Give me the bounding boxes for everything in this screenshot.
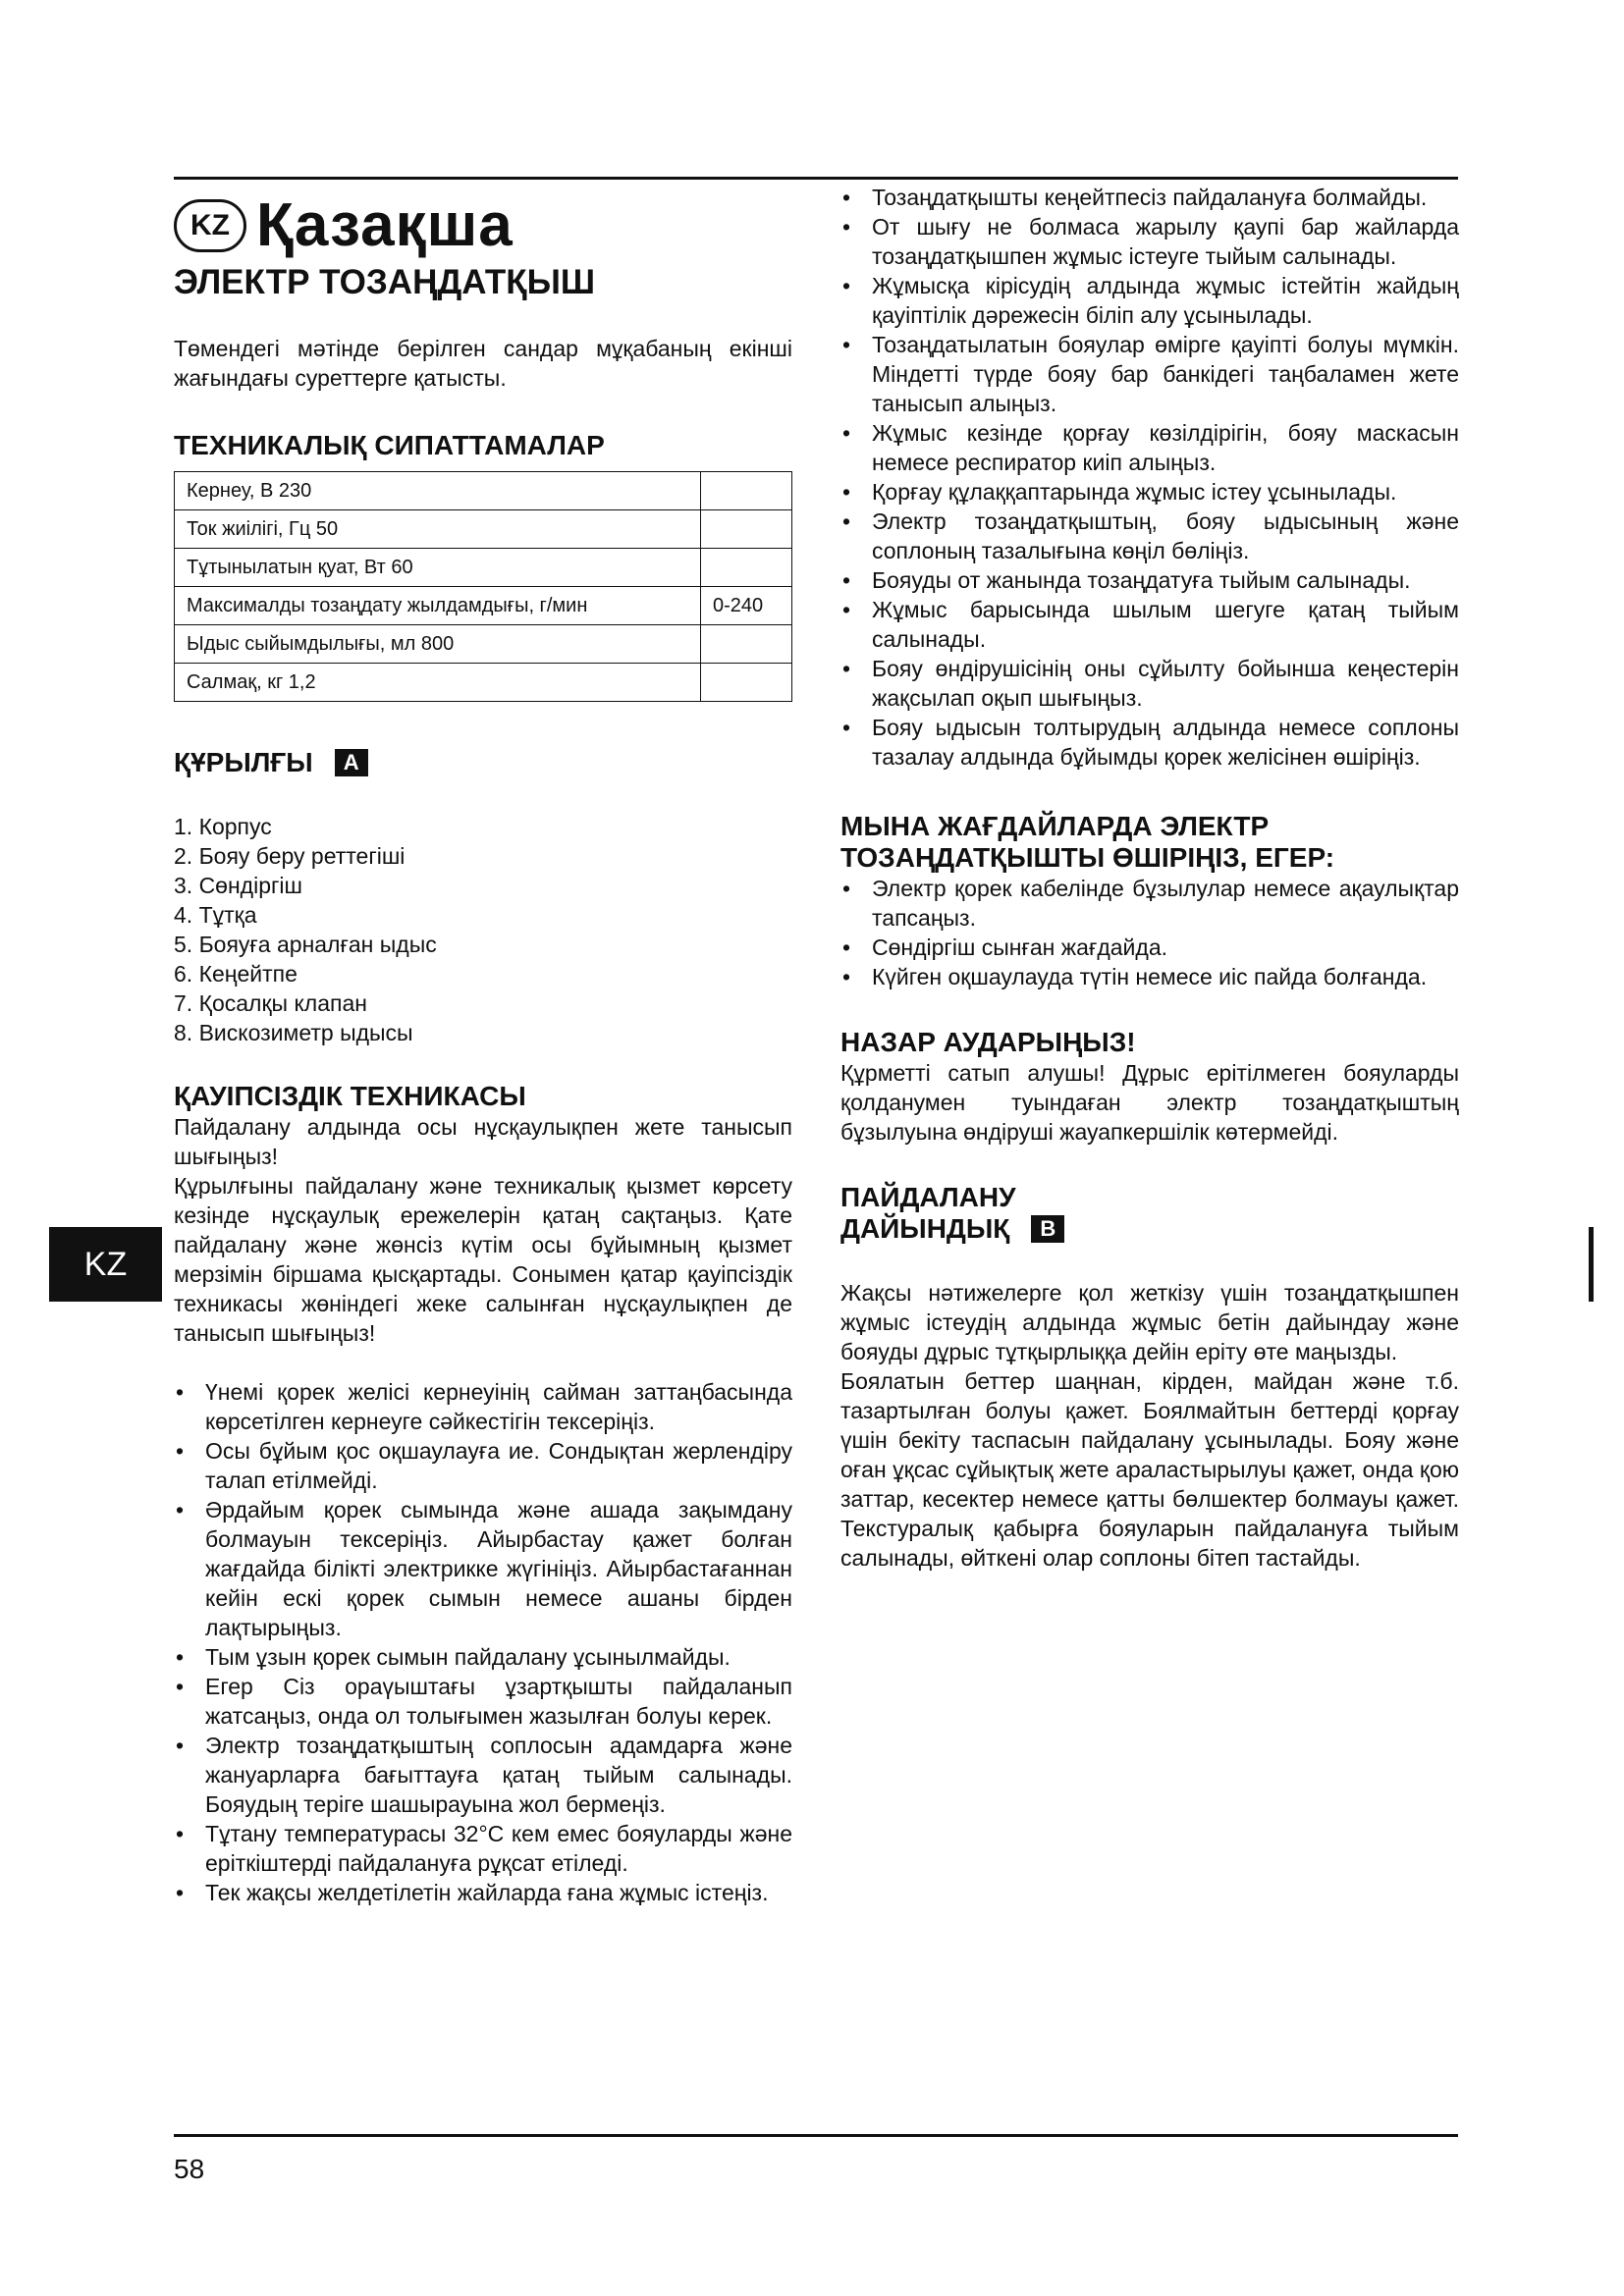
spec-value (701, 625, 792, 664)
specs-row (175, 587, 792, 625)
document-title: ЭЛЕКТР ТОЗАҢДАТҚЫШ (174, 263, 596, 301)
safety-list-continued (840, 183, 1459, 772)
spec-label: Тұтынылатын қуат, Вт 60 (175, 549, 701, 587)
usage-heading-line2-row (840, 1213, 1459, 1245)
spec-value (701, 549, 792, 587)
device-heading-text: ҚҰРЫЛҒЫ (174, 747, 313, 777)
device-part-item: 8. Вискозиметр ыдысы (174, 1020, 413, 1045)
language-header (174, 191, 792, 259)
device-part-item: 7. Қосалқы клапан (174, 990, 367, 1016)
language-badge: KZ (174, 199, 246, 252)
switch-off-list (840, 874, 1459, 991)
safety-list (174, 1377, 792, 1907)
spec-label: Кернеу, В 230 (175, 472, 701, 510)
safety-para-1: Пайдалану алдында осы нұсқаулықпен жете танысып шығыңыз! (174, 1114, 792, 1169)
spec-label: Салмақ, кг 1,2 (175, 664, 701, 702)
figure-a-badge: A (335, 749, 368, 776)
bottom-rule (174, 2134, 1458, 2137)
safety-rule-item: • Қорғау құлаққаптарында жұмыс істеу ұсынылады. (840, 477, 1459, 507)
specs-heading: ТЕХНИКАЛЫҚ СИПАТТАМАЛАР (174, 430, 605, 460)
switch-off-item: • Электр қорек кабелінде бұзылулар немесе ақаулықтар тапсаңыз. (840, 874, 1459, 933)
device-part-item: 3. Сөндіргіш (174, 873, 302, 898)
safety-rule-item: • От шығу не болмаса жарылу қаупі бар жайларда тозаңдатқышпен жұмыс істеуге тыйым салынады. (840, 212, 1459, 271)
safety-heading: ҚАУІПСІЗДІК ТЕХНИКАСЫ (174, 1081, 526, 1111)
specs-row (175, 510, 792, 549)
usage-para-1: Жақсы нәтижелерге қол жеткізу үшін тозаңдатқышпен жұмыс істеудің алдында жұмыс бетін дайындау және бояуды дұрыс тұтқырлыққа дейін еріту өте маңызды. (840, 1280, 1459, 1364)
safety-rule-item: • Электр тозаңдатқыштың, бояу ыдысының және соплоның тазалығына көңіл бөліңіз. (840, 507, 1459, 565)
spec-label: Ток жиілігі, Гц 50 (175, 510, 701, 549)
switch-off-heading-line1: МЫНА ЖАҒДАЙЛАРДА ЭЛЕКТР (840, 811, 1270, 841)
intro-text: Төмендегі мәтінде берілген сандар мұқабаның екінші жағындағы суреттерге қатысты. (174, 336, 792, 391)
spec-label: Максималды тозаңдату жылдамдығы, г/мин (175, 587, 701, 625)
safety-rule-item: • Осы бұйым қос оқшаулауға ие. Сондықтан жерлендіру талап етілмейді. (174, 1436, 792, 1495)
specs-row (175, 664, 792, 702)
spec-label: Ыдыс сыйымдылығы, мл 800 (175, 625, 701, 664)
safety-rule-item: • Бояуды от жанында тозаңдатуға тыйым салынады. (840, 565, 1459, 595)
safety-rule-item: • Жұмыс кезінде қорғау көзілдірігін, бояу маскасын немесе респиратор киіп алыңыз. (840, 418, 1459, 477)
safety-rule-item: • Тым ұзын қорек сымын пайдалану ұсынылмайды. (174, 1642, 792, 1672)
page-number: 58 (174, 2154, 205, 2184)
safety-rule-item: • Әрдайым қорек сымында және ашада зақымдану болмауын тексеріңіз. Айырбастау қажет болған жағдайда білікті электрикке жүгініңіз. Айырбастағаннан кейін ескі қорек сымын немесе ашаны бірден лақтырыңыз. (174, 1495, 792, 1642)
switch-off-item: • Сөндіргіш сынған жағдайда. (840, 933, 1459, 962)
right-column (840, 183, 1459, 1573)
figure-b-badge: B (1031, 1215, 1064, 1243)
device-part-item: 6. Кеңейтпе (174, 961, 298, 987)
specs-row (175, 549, 792, 587)
safety-rule-item: • Электр тозаңдатқыштың соплосын адамдарға және жануарларға бағыттауға қатаң тыйым салынады. Бояудың теріге шашырауына жол бермеңіз. (174, 1731, 792, 1819)
spec-value (701, 510, 792, 549)
top-rule (174, 177, 1458, 180)
device-part-item: 1. Корпус (174, 814, 272, 839)
spec-value (701, 664, 792, 702)
safety-rule-item: • Жұмыс барысында шылым шегуге қатаң тыйым салынады. (840, 595, 1459, 654)
safety-rule-item: • Тек жақсы желдетілетін жайларда ғана жұмыс істеңіз. (174, 1878, 792, 1907)
safety-rule-item: • Егер Сіз ораүыштағы ұзартқышты пайдаланып жатсаңыз, онда ол толығымен жазылған болуы керек. (174, 1672, 792, 1731)
switch-off-item: • Күйген оқшаулауда түтін немесе иіс пайда болғанда. (840, 962, 1459, 991)
usage-heading-line2: ДАЙЫНДЫҚ (840, 1213, 1010, 1244)
safety-rule-item: • Жұмысқа кірісудің алдында жұмыс істейтін жайдың қауіптілік дәрежесін біліп алу ұсынылады. (840, 271, 1459, 330)
switch-off-heading-line2: ТОЗАҢДАТҚЫШТЫ ӨШІРІҢІЗ, ЕГЕР: (840, 842, 1335, 873)
spec-value: 0-240 (701, 587, 792, 625)
specs-table (174, 471, 792, 702)
edge-marker (1589, 1227, 1594, 1302)
usage-heading (840, 1182, 1459, 1245)
device-part-item: 2. Бояу беру реттегіші (174, 843, 406, 869)
device-parts-list (174, 812, 792, 1047)
device-part-item: 4. Тұтқа (174, 902, 257, 928)
language-title: Қазақша (256, 191, 514, 259)
safety-rule-item: • Тозаңдатылатын бояулар өмірге қауіпті болуы мүмкін. Міндетті түрде бояу бар банкідегі таңбаламен жете танысып алыңыз. (840, 330, 1459, 418)
safety-rule-item: • Үнемі қорек желісі кернеуінің сайман заттаңбасында көрсетілген кернеуге сәйкестігін тексеріңіз. (174, 1377, 792, 1436)
usage-para-2: Боялатын беттер шаңнан, кірден, майдан және т.б. тазартылған болуы қажет. Боялмайтын беттерді қорғау үшін бекіту таспасын пайдалану ұсынылады. Бояу және оған ұқсас сұйықтық жете араластырылуы қажет, онда қою заттар, кесектер немесе қатты бөлшектер болмауы қажет. Текстуралық қабырға бояуларын пайдалануға тыйым салынады, өйткені олар соплоны бітеп тастайды. (840, 1368, 1459, 1571)
safety-rule-item: • Тұтану температурасы 32°С кем емес бояуларды және еріткіштерді пайдалануға рұқсат етіледі. (174, 1819, 792, 1878)
safety-rule-item: • Бояу ыдысын толтырудың алдында немесе соплоны тазалау алдында бұйымды қорек желісінен өшіріңіз. (840, 713, 1459, 772)
device-part-item: 5. Бояуға арналған ыдыс (174, 932, 437, 957)
safety-para-2: Құрылғыны пайдалану және техникалық қызмет көрсету кезінде нұсқаулық ережелерін қатаң сақтаңыз. Қате пайдалану және жөнсіз күтім осы бұйымның қызмет мерзімін біршама қысқартады. Сонымен қатар қауіпсіздік техникасы жөніндегі жеке салынған нұсқаулықпен де танысып шығыңыз! (174, 1173, 792, 1346)
safety-rule-item: • Бояу өндірушісінің оны сұйылту бойынша кеңестерін жақсылап оқып шығыңыз. (840, 654, 1459, 713)
device-heading (174, 747, 792, 778)
safety-rule-item: • Тозаңдатқышты кеңейтпесіз пайдалануға болмайды. (840, 183, 1459, 212)
switch-off-heading (840, 811, 1459, 874)
attention-heading: НАЗАР АУДАРЫҢЫЗ! (840, 1027, 1136, 1057)
language-side-tab: KZ (49, 1227, 162, 1302)
left-column (174, 183, 792, 1907)
spec-value (701, 472, 792, 510)
specs-row (175, 625, 792, 664)
attention-text: Құрметті сатып алушы! Дұрыс ерітілмеген бояуларды қолданумен туындаған электр тозаңдатқыштың бұзылуына өндіруші жауапкершілік көтермейді. (840, 1060, 1459, 1145)
specs-row (175, 472, 792, 510)
usage-heading-line1: ПАЙДАЛАНУ (840, 1182, 1016, 1212)
